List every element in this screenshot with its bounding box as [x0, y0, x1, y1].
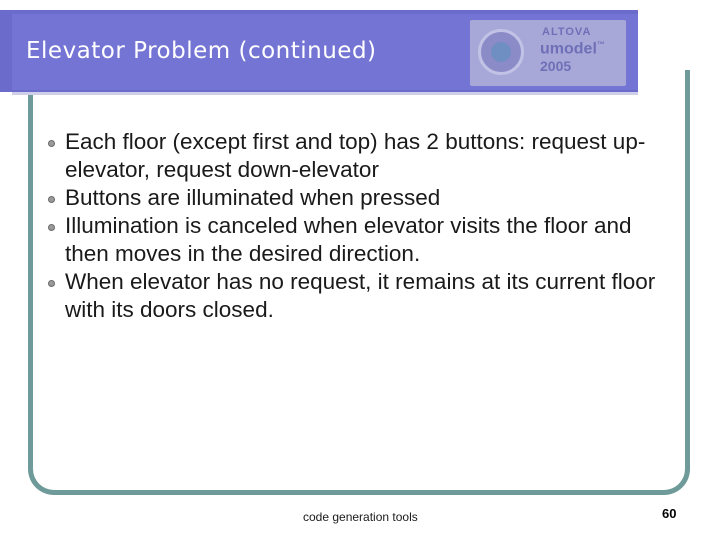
bullet-text: When elevator has no request, it remains at its current floor with its doors closed.: [65, 269, 656, 322]
bullet-list: [48, 128, 668, 324]
page-number: 60: [662, 506, 677, 521]
slide-title: Elevator Problem (continued): [26, 38, 377, 64]
title-bar-divider: [12, 92, 638, 95]
bullet-text: Each floor (except first and top) has 2 buttons: request up-elevator, request down-elevator: [65, 129, 646, 182]
bullet-icon: [48, 280, 55, 287]
logo-emblem-icon: [478, 29, 524, 75]
bullet-icon: [48, 224, 55, 231]
logo-product: [540, 40, 605, 58]
logo-product-name: umodel: [540, 40, 597, 58]
bullet-item: [48, 184, 668, 212]
bullet-item: [48, 212, 668, 268]
bullet-text: Illumination is canceled when elevator visits the floor and then moves in the desired direction.: [65, 213, 632, 266]
slide-footer: code generation tools: [303, 510, 418, 524]
bullet-text: Buttons are illuminated when pressed: [65, 185, 441, 210]
altova-umodel-logo: [470, 20, 626, 86]
logo-trademark: ™: [596, 40, 605, 49]
bullet-item: [48, 128, 668, 184]
logo-brand: ALTOVA: [542, 26, 592, 38]
bullet-icon: [48, 196, 55, 203]
bullet-item: [48, 268, 668, 324]
bullet-icon: [48, 140, 55, 147]
logo-year: 2005: [540, 58, 572, 74]
logo-emblem-core: [491, 42, 511, 62]
